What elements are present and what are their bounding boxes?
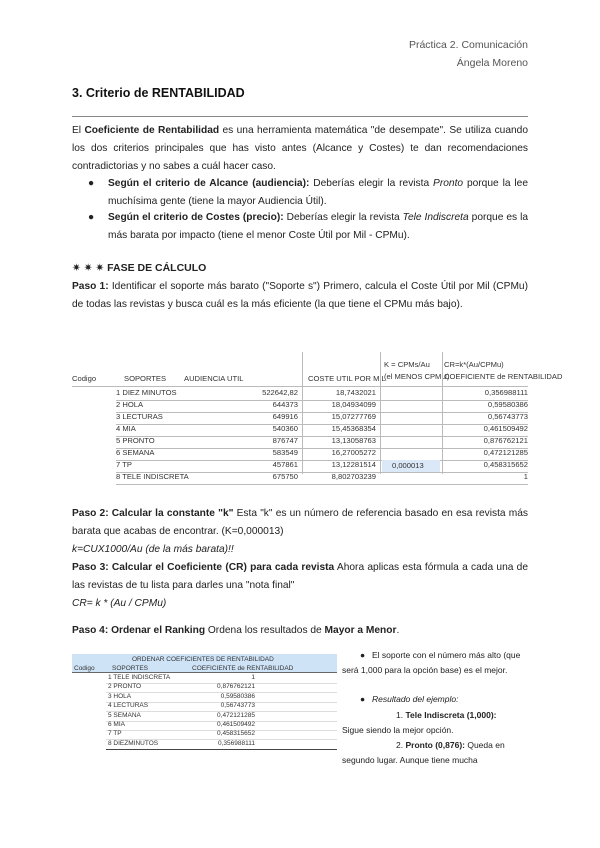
paso2-paragraph: Paso 2: Calcular la constante "k" Esta "k" es un número de referencia basado en esa revista más barata que acabas de encontrar. (K=0,000013) (72, 508, 529, 538)
soporte-name: 6 SEMANA (116, 448, 155, 457)
cr-value: 0,458315652 (483, 460, 528, 469)
th-k-bot: (el MENOS CPMU) (384, 372, 450, 381)
ranking-cr: 0,472121285 (217, 711, 255, 719)
header-divider (72, 672, 337, 673)
soporte-name: 8 TELE INDISCRETA (116, 472, 189, 481)
ranking-soporte: 2 PRONTO (108, 683, 142, 691)
ranking-soporte: 7 TP (108, 730, 122, 738)
th2-top: ORDENAR COEFICIENTES DE RENTABILIDAD (132, 656, 274, 663)
audiencia-value: 540360 (272, 424, 298, 433)
ranking-cr: 0,461509492 (217, 721, 255, 728)
ranking-table (72, 654, 337, 750)
audiencia-value: 649916 (272, 412, 298, 421)
ranking-soporte: 3 HOLA (108, 692, 132, 700)
th2-soportes: SOPORTES (112, 665, 149, 672)
cpmu-value: 13,12281514 (331, 460, 376, 469)
soporte-name: 3 LECTURAS (116, 412, 163, 421)
bullet-icon: ● (360, 694, 366, 704)
cr-value: 0,461509492 (483, 424, 528, 433)
ranking-cr: 0,356988111 (218, 739, 255, 747)
paso4-paragraph: Paso 4: Ordenar el Ranking Ordena los resultados de Mayor a Menor. (72, 625, 400, 636)
th-codigo: Codigo (72, 374, 97, 383)
side-note-2: ● Resultado del ejemplo: (342, 692, 528, 707)
audiencia-value: 522642,82 (262, 388, 298, 397)
th2-coef: COEFICIENTE de RENTABILIDAD (192, 665, 294, 672)
cpmu-value: 8,802703239 (331, 472, 376, 481)
ranking-cr: 0,56743773 (220, 702, 255, 710)
cr-value: 1 (523, 472, 528, 481)
header-course: Práctica 2. Comunicación (408, 39, 528, 51)
soporte-name: 7 TP (116, 460, 132, 469)
cr-value: 0,876762121 (483, 436, 528, 445)
table-row (72, 424, 528, 436)
side-note-1: ● El soporte con el número más alto (que será 1,000 para la opción base) es el mejor. (342, 650, 521, 675)
audiencia-value: 583549 (272, 448, 298, 457)
table-row (72, 400, 528, 412)
paso2-formula: k=CUX1000/Au (de la más barata)!! (72, 544, 234, 555)
bullet-icon: ● (360, 650, 366, 660)
th-audiencia: AUDIENCIA UTIL (184, 374, 244, 383)
soporte-name: 4 MIA (116, 424, 136, 433)
header-author: Ángela Moreno (456, 57, 528, 69)
cpmu-value: 16,27005272 (331, 448, 376, 457)
bullet-alcance: ● Según el criterio de Alcance (audiencia): Deberías elegir la revista Pronto porque la lee muchísima gente (tiene la mayor Audiencia Útil). (92, 175, 528, 211)
cpmu-value: 18,7432021 (335, 388, 376, 397)
table-row (72, 460, 528, 472)
ranking-soporte: 5 SEMANA (108, 711, 141, 719)
table-row (72, 472, 528, 484)
header-divider (72, 386, 528, 387)
audiencia-value: 457861 (272, 460, 298, 469)
cpmu-value: 13,13058763 (331, 436, 376, 445)
fase-heading: ✷ ✷ ✷ FASE DE CÁLCULO (72, 262, 207, 274)
side-result-2: 2. Pronto (0,876): Queda en segundo lugar. Aunque tiene mucha (342, 740, 505, 765)
soporte-name: 1 DIEZ MINUTOS (116, 388, 177, 397)
bullet-costes: ● Según el criterio de Costes (precio): Deberías elegir la revista Tele Indiscreta porque es la más barata por impacto (tiene el menor Coste Útil por Mil - CPMu). (92, 209, 528, 245)
paso1-paragraph: Paso 1: Identificar el soporte más barato ("Soporte s") Primero, calcula el Coste Útil por Mil (CPMu) de todas las revistas y busca cuál es la más eficiente (la que tiene el CPMu más bajo). (72, 281, 528, 311)
ranking-soporte: 8 DIEZMINUTOS (108, 739, 159, 747)
ranking-soporte: 4 LECTURAS (108, 702, 149, 710)
side-result-1: 1. Tele Indiscreta (1,000): Sigue siendo la mejor opción. (342, 710, 497, 735)
th-coste: COSTE UTIL POR MIL (308, 374, 386, 383)
bullet-icon: ● (88, 212, 95, 223)
th-cr-bot: COEFICIENTE de RENTABILIDAD (444, 372, 563, 381)
table-row (72, 412, 528, 424)
table-row (72, 448, 528, 460)
row-divider (116, 484, 528, 485)
ranking-cr: 0,458315652 (217, 730, 255, 738)
bullet-icon: ● (88, 178, 95, 189)
cr-value: 0,59580386 (487, 400, 528, 409)
table-row (72, 436, 528, 448)
intro-paragraph: El Coeficiente de Rentabilidad es una herramienta matemática "de desempate". Se utiliza cuando los dos criterios principales que has visto antes (Alcance y Costes) te dan recomendaciones contradictorias y no sabes a cuál hacer caso. (72, 125, 528, 173)
cr-value: 0,472121285 (483, 448, 528, 457)
th-soportes: SOPORTES (124, 374, 167, 383)
row-divider (106, 749, 337, 750)
section-title: 3. Criterio de RENTABILIDAD (72, 86, 245, 100)
title-divider (72, 116, 528, 117)
ranking-cr: 0,876762121 (217, 683, 255, 691)
th-k-top: K = CPMs/Au (384, 360, 430, 369)
paso3-paragraph: Paso 3: Calcular el Coeficiente (CR) para cada revista Ahora aplicas esta fórmula a cada una de las revistas de tu lista para darles una "nota final" (72, 562, 528, 592)
audiencia-value: 675750 (272, 472, 298, 481)
cr-value: 0,356988111 (484, 388, 528, 397)
th-cr-top: CR=k*(Au/CPMu) (444, 360, 504, 369)
audiencia-value: 876747 (272, 436, 298, 445)
th2-codigo: Codigo (74, 665, 95, 672)
k-value: 0,000013 (392, 461, 424, 470)
soporte-name: 5 PRONTO (116, 436, 155, 445)
ranking-soporte: 6 MIA (108, 721, 125, 728)
cpmu-value: 15,45368354 (331, 424, 376, 433)
cpmu-value: 15,07277769 (331, 412, 376, 421)
ranking-soporte: 1 TELE INDISCRETA (108, 674, 171, 681)
paso3-formula: CR= k * (Au / CPMu) (72, 598, 167, 609)
cpmu-value: 18,04934099 (331, 400, 376, 409)
table-row (72, 388, 528, 400)
ranking-cr: 0,59580386 (220, 692, 255, 700)
cr-value: 0,56743773 (487, 412, 528, 421)
soporte-name: 2 HOLA (116, 400, 144, 409)
audiencia-value: 644373 (272, 400, 298, 409)
ranking-cr: 1 (251, 674, 255, 681)
